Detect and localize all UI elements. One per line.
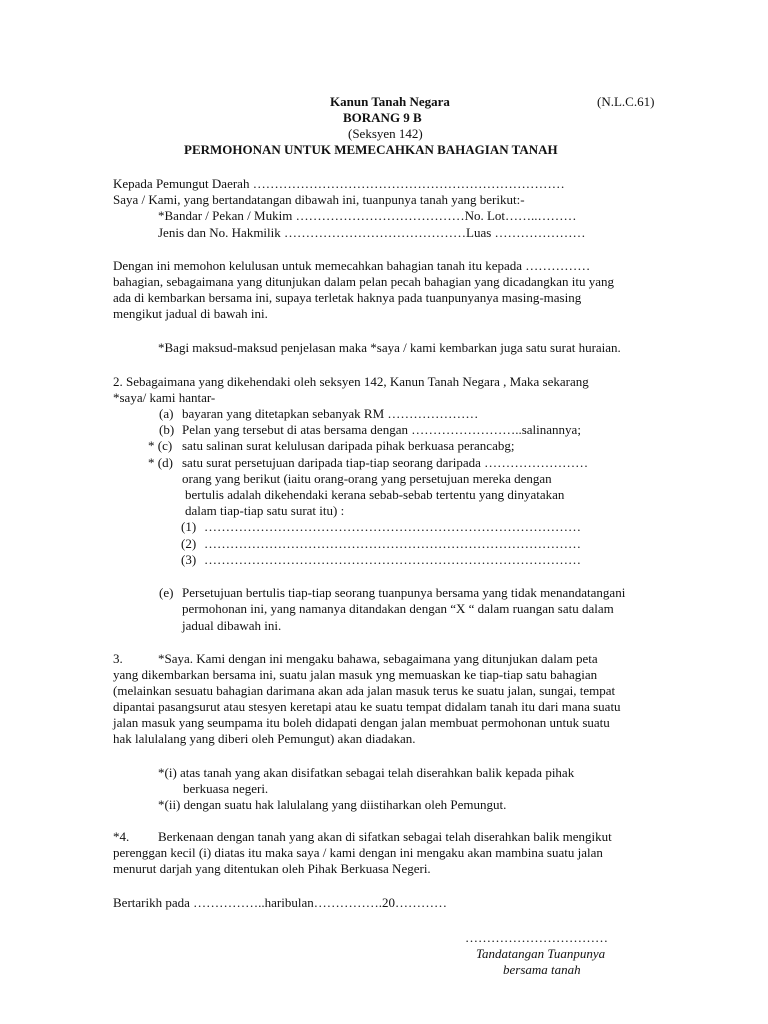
date-line: Bertarikh pada ……………..haribulan…………….20………… bbox=[113, 895, 447, 910]
application-paragraph-line: bahagian, sebagaimana yang ditunjukan dalam pelan pecah bahagian yang dicadangkan itu yang bbox=[113, 274, 615, 289]
application-paragraph-line: Dengan ini memohon kelulusan untuk memecahkan bahagian tanah itu kepada …………… bbox=[113, 258, 591, 273]
item-e-text: Persetujuan bertulis tiap-tiap seorang tuanpunya bersama yang tidak menandatangani bbox=[182, 585, 626, 600]
signature-line: …………………………… bbox=[465, 930, 608, 945]
item-d-text: dalam tiap-tiap satu surat itu) : bbox=[185, 503, 345, 518]
location-lot-line: *Bandar / Pekan / Mukim …………………………………No. Lot……..……… bbox=[158, 208, 577, 223]
form-number: BORANG 9 B bbox=[343, 110, 422, 125]
item-a-text: bayaran yang ditetapkan sebanyak RM ………………… bbox=[182, 406, 479, 421]
form-heading: PERMOHONAN UNTUK MEMECAHKAN BAHAGIAN TANAH bbox=[184, 142, 558, 157]
item-a-label: (a) bbox=[159, 406, 174, 421]
signature-caption: Tandatangan Tuanpunya bbox=[476, 946, 606, 961]
consent-entry-blank: …………………………………………………………………………… bbox=[204, 536, 581, 551]
title-area-line: Jenis dan No. Hakmilik ……………………………………Luas ………………… bbox=[158, 225, 586, 240]
applicant-line: Saya / Kami, yang bertandatangan dibawah ini, tuanpunya tanah yang berikut:- bbox=[113, 192, 525, 207]
consent-entry-number: (3) bbox=[181, 552, 197, 567]
item-e-label: (e) bbox=[159, 585, 174, 600]
item-d-text: orang yang berikut (iaitu orang-orang yang persetujuan mereka dengan bbox=[182, 471, 552, 486]
section-4-number: *4. bbox=[113, 829, 130, 844]
section-reference: (Seksyen 142) bbox=[348, 126, 423, 141]
item-e-text: permohonan ini, yang namanya ditandakan dengan “X “ dalam ruangan satu dalam bbox=[182, 601, 614, 616]
option-ii: *(ii) dengan suatu hak lalulalang yang diistiharkan oleh Pemungut. bbox=[158, 797, 507, 812]
consent-entry-number: (1) bbox=[181, 519, 197, 534]
section-3-line: (melainkan sesuatu bahagian darimana akan ada jalan masuk terus ke suatu jalan, sungai, tempat bbox=[113, 683, 616, 698]
section-3-line: jalan masuk yang seumpama itu boleh didapati dengan jalan membuat permohonan untuk suatu bbox=[113, 715, 610, 730]
consent-entry-blank: …………………………………………………………………………… bbox=[204, 519, 581, 534]
section-4-line: menurut darjah yang ditentukan oleh Pihak Berkuasa Negeri. bbox=[113, 861, 431, 876]
item-b-label: (b) bbox=[159, 422, 175, 437]
item-d-text: bertulis adalah dikehendaki kerana sebab-sebab tertentu yang dinyatakan bbox=[185, 487, 565, 502]
option-i: berkuasa negeri. bbox=[183, 781, 269, 796]
section-3-number: 3. bbox=[113, 651, 123, 666]
application-paragraph-line: ada di kembarkan bersama ini, supaya terletak haknya pada tuanpunyanya masing-masing bbox=[113, 290, 582, 305]
addressee-line: Kepada Pemungut Daerah ……………………………………………………………… bbox=[113, 176, 565, 191]
law-reference: (N.L.C.61) bbox=[597, 94, 655, 109]
section-2-line: *saya/ kami hantar- bbox=[113, 390, 216, 405]
consent-entry-blank: …………………………………………………………………………… bbox=[204, 552, 581, 567]
section-3-line: yang dikembarkan bersama ini, suatu jalan masuk yng memuaskan ke tiap-tiap satu bahagian bbox=[113, 667, 598, 682]
section-2-line: 2. Sebagaimana yang dikehendaki oleh seksyen 142, Kanun Tanah Negara , Maka sekarang bbox=[113, 374, 589, 389]
section-4-line: Berkenaan dengan tanah yang akan di sifatkan sebagai telah diserahkan balik mengikut bbox=[158, 829, 612, 844]
explanation-note: *Bagi maksud-maksud penjelasan maka *saya / kami kembarkan juga satu surat huraian. bbox=[158, 340, 621, 355]
consent-entry-number: (2) bbox=[181, 536, 197, 551]
signature-caption: bersama tanah bbox=[503, 962, 581, 977]
section-3-line: *Saya. Kami dengan ini mengaku bahawa, sebagaimana yang ditunjukan dalam peta bbox=[158, 651, 598, 666]
section-3-line: dipantai pasangsurut atau stesyen keretapi atau ke suatu tempat didalam tanah itu dari mana suatu bbox=[113, 699, 621, 714]
item-b-text: Pelan yang tersebut di atas bersama dengan ……………………..salinannya; bbox=[182, 422, 581, 437]
item-c-label: * (c) bbox=[148, 438, 173, 453]
item-d-text: satu surat persetujuan daripada tiap-tiap seorang daripada …………………… bbox=[182, 455, 589, 470]
law-title: Kanun Tanah Negara bbox=[330, 94, 450, 109]
section-3-line: hak lalulalang yang diberi oleh Pemungut) akan diadakan. bbox=[113, 731, 416, 746]
item-e-text: jadual dibawah ini. bbox=[182, 618, 282, 633]
section-4-line: perenggan kecil (i) diatas itu maka saya / kami dengan ini mengaku akan mambina suatu jalan bbox=[113, 845, 603, 860]
option-i: *(i) atas tanah yang akan disifatkan sebagai telah diserahkan balik kepada pihak bbox=[158, 765, 575, 780]
item-d-label: * (d) bbox=[148, 455, 173, 470]
application-paragraph-line: mengikut jadual di bawah ini. bbox=[113, 306, 268, 321]
item-c-text: satu salinan surat kelulusan daripada pihak berkuasa perancabg; bbox=[182, 438, 515, 453]
